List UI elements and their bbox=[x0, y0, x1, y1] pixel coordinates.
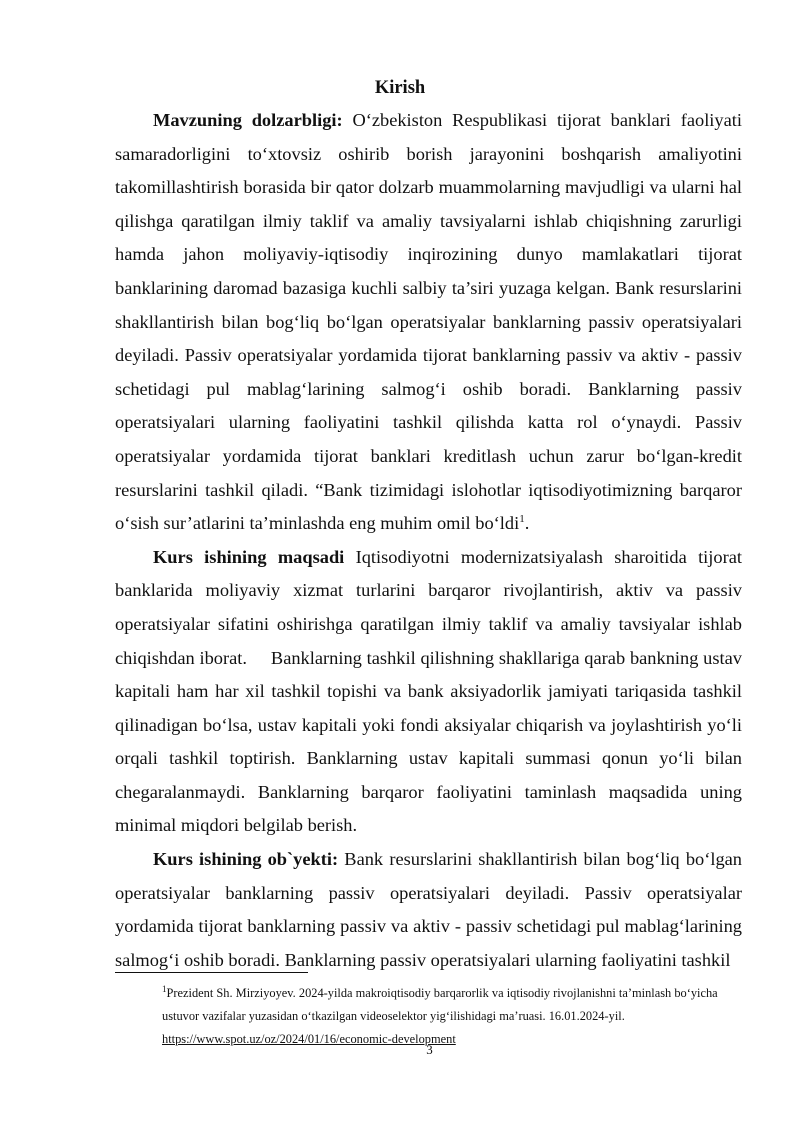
paragraph-text: O‘zbekiston Respublikasi tijorat banklari faoliyati samaradorligini to‘xtovsiz oshirib borish jarayonini boshqarish amaliyotini takomillashtirish borasida bir qator dolzarb muammolarning mavjudligi va ularni hal qilishga qaratilgan ilmiy taklif va amaliy tavsiyalarni ishlab chiqishning zarurligi hamda jahon moliyaviy-iqtisodiy inqirozining dunyo mamlakatlari tijorat banklarining daromad bazasiga kuchli salbiy ta’siri yuzaga kelgan. Bank resurslarini shakllantirish bilan bog‘liq bo‘lgan operatsiyalar banklarning passiv operatsiyalari deyiladi. Passiv operatsiyalar yordamida tijorat banklarning passiv va aktiv - passiv schetidagi pul mablag‘larining salmog‘i oshib boradi. Banklarning passiv operatsiyalari ularning faoliyatini tashkil qilishda katta rol o‘ynaydi. Passiv operatsiyalar yordamida tijorat banklari kreditlash uchun zarur bo‘lgan-kredit resurslarini tashkil qiladi. “Bank tizimidagi islohotlar iqtisodiyotimizning barqaror o‘sish sur’atlarini ta’minlashda eng muhim omil bo‘ldi bbox=[115, 110, 742, 534]
paragraph-tail: . bbox=[524, 513, 530, 534]
paragraph-relevance bbox=[115, 104, 742, 541]
paragraph-heading: Kurs ishining ob`yekti: bbox=[153, 849, 339, 870]
page-number: 3 bbox=[426, 1042, 433, 1057]
paragraph-text: Bank resurslarini shakllantirish bilan bog‘liq bo‘lgan operatsiyalar banklarning passiv operatsiyalari deyiladi. Passiv operatsiyalar yordamida tijorat banklarning passiv va aktiv - passiv schetidagi pul mablag‘larining salmog‘i oshib boradi. Banklarning passiv operatsiyalari ularning faoliyatini tashkil bbox=[115, 849, 742, 970]
footnote-marker: 1 bbox=[162, 983, 167, 994]
footnote bbox=[162, 982, 742, 1051]
footnote-separator bbox=[115, 972, 308, 973]
document-body bbox=[115, 104, 747, 977]
footnote-body bbox=[162, 982, 742, 1028]
page-title: Kirish bbox=[374, 78, 426, 98]
footnote-text: Prezident Sh. Mirziyoyev. 2024-yilda makroiqtisodiy barqarorlik va iqtisodiy rivojlanishni ta’minlash bo‘yicha ustuvor vazifalar yuzasidan o‘tkazilgan videoselektor yig‘ilishidagi ma’ruasi. 16.01.2024-yil. bbox=[162, 986, 718, 1023]
footnote-link[interactable]: https://www.spot.uz/oz/2024/01/16/economic-development bbox=[162, 1032, 456, 1046]
paragraph-text: Iqtisodiyotni modernizatsiyalash sharoitida tijorat banklarida moliyaviy xizmat turlarini barqaror rivojlantirish, aktiv va passiv operatsiyalar sifatini oshirishga qaratilgan ilmiy taklif va amaliy tavsiyalar ishlab chiqishdan iborat. Banklarning tashkil qilishning shakllariga qarab bankning ustav kapitali ham har xil tashkil topishi va bank aksiyadorlik jamiyati tariqasida tashkil qilinadigan bo‘lsa, ustav kapitali yoki fondi aksiyalar chiqarish va joylashtirish yo‘li orqali tashkil toptirish. Banklarning ustav kapitali summasi qonun yo‘li bilan chegaralanmaydi. Banklarning barqaror faoliyatini taminlash maqsadida uning minimal miqdori belgilab berish. bbox=[115, 546, 747, 836]
footnote-reference[interactable]: 1 bbox=[519, 513, 525, 525]
paragraph-object bbox=[115, 843, 742, 977]
paragraph-heading: Mavzuning dolzarbligi: bbox=[153, 110, 343, 130]
paragraph-heading: Kurs ishining maqsadi bbox=[153, 546, 345, 567]
paragraph-goal bbox=[115, 541, 747, 843]
